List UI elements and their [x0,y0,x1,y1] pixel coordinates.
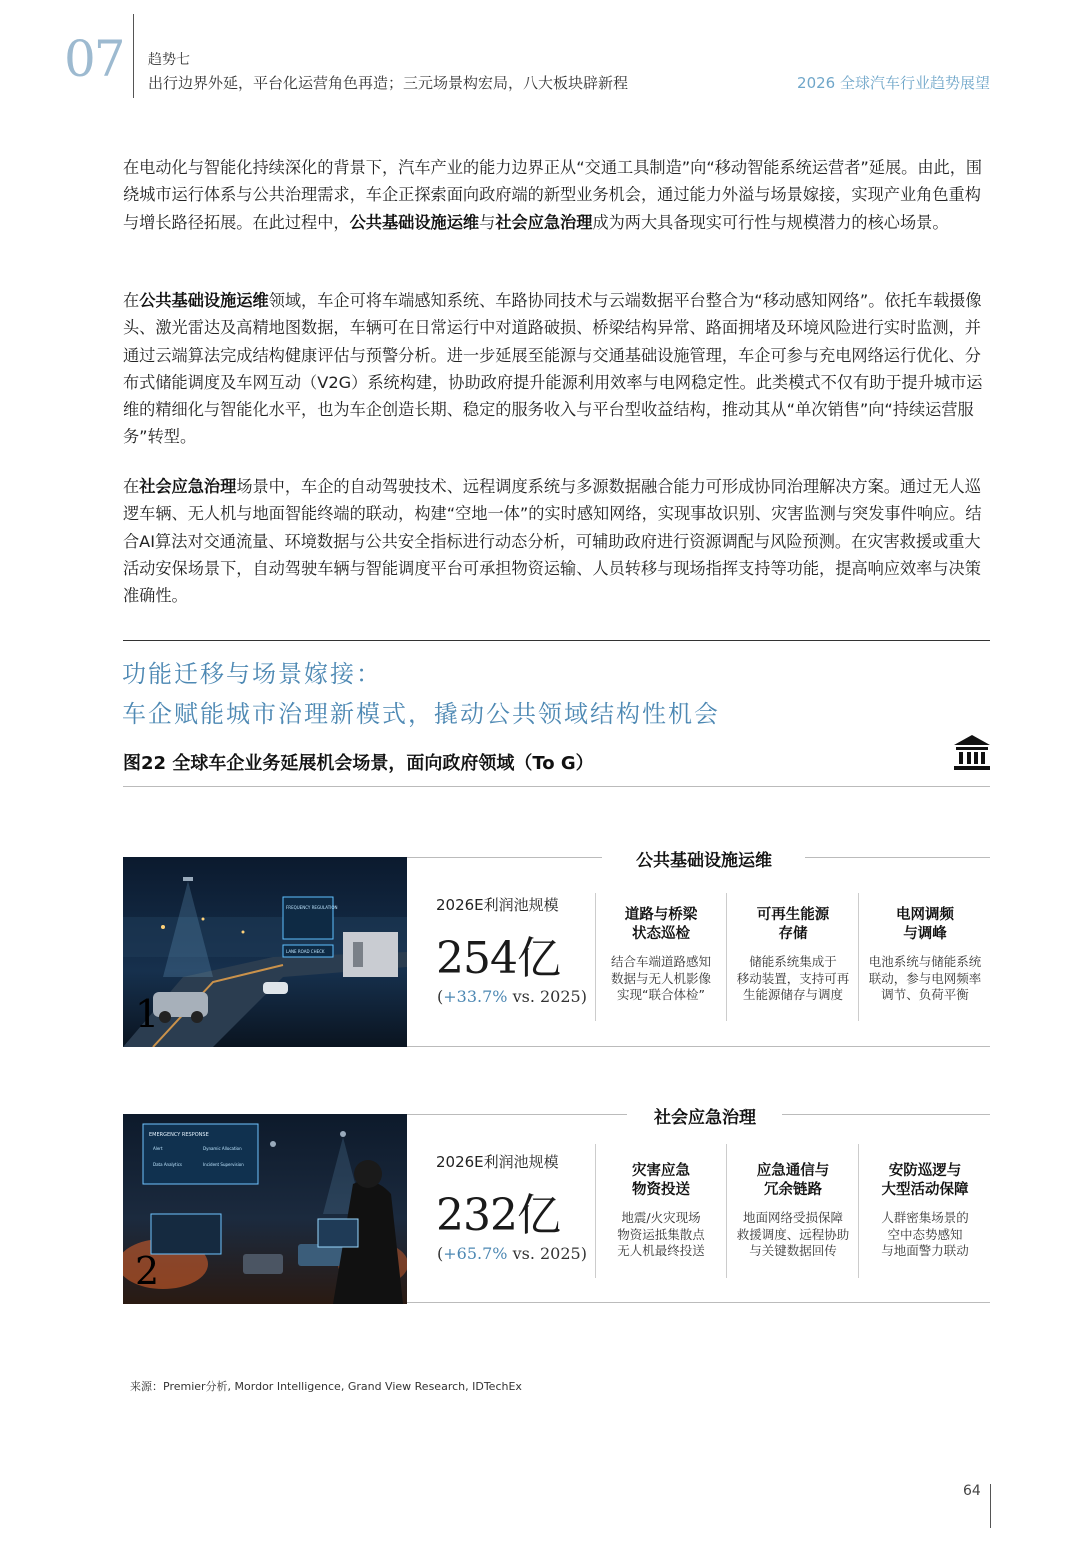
image-text: Dynamic Allocation [203,1146,242,1151]
opportunity-title: 灾害应急 物资投送 [632,1163,690,1198]
profit-pool-label: 2026E利润池规模 [436,896,559,914]
profit-pool-value: 254亿 [436,933,560,984]
scene-number: 1 [135,992,160,1036]
category-title: 社会应急治理 [628,1103,782,1128]
opportunity-description: 储能系统集成于 移动装置，支持可再 生能源储存与调度 [736,954,850,1002]
paragraph-intro [123,154,993,236]
infrastructure-scene-image [123,857,407,1047]
category-rule-left [407,1114,627,1115]
image-text: FREQUENCY REGULATION [286,905,338,910]
text-run: 成为两大具备现实可行性与规模潜力的核心场景。 [592,212,949,232]
profit-pool-value: 232亿 [436,1190,560,1241]
card-bottom-rule [407,1046,990,1047]
page-number: 64 [963,1483,981,1499]
profit-pool-label: 2026E利润池规模 [436,1153,559,1171]
opportunity-title: 可再生能源 存储 [756,907,830,942]
government-building-icon [952,733,992,771]
opportunity-column [597,906,725,1004]
text-run: 在 [123,291,140,310]
column-divider [858,893,859,1021]
growth-percent: +65.7% [443,1244,508,1263]
opportunity-description: 地震/火灾现场 物资运抵集散点 无人机最终投送 [617,1210,705,1258]
opportunity-title: 道路与桥梁 状态巡检 [624,907,698,942]
category-title: 公共基础设施运维 [604,846,804,871]
slogan-line-2: 车企赋能城市治理新模式，撬动公共领域结构性机会 [122,700,720,728]
opportunity-title: 应急通信与 冗余链路 [756,1163,830,1198]
category-rule-left [407,857,602,858]
growth-rate: (+65.7% vs. 2025) [437,1244,587,1263]
opportunity-description: 人群密集场景的 空中态势感知 与地面警力联动 [881,1210,969,1258]
source-note: 来源：Premier分析, Mordor Intelligence, Grand View Research, IDTechEx [130,1380,522,1393]
column-divider [726,893,727,1021]
emergency-scene-image [123,1114,407,1304]
chapter-label: 趋势七 [148,52,190,68]
bold-term: 公共基础设施运维 [349,212,480,232]
column-divider [726,1144,727,1278]
opportunity-description: 结合车端道路感知 数据与无人机影像 实现“联合体检” [610,954,711,1002]
column-divider [595,893,596,1021]
slogan-line-1: 功能迁移与场景嫁接： [122,660,382,688]
image-text: LANE ROAD CHECK [286,949,325,954]
text-run: 在电动化与智能化持续深化的背景下，汽车产业的能力边界正从“交通工具制造”向“移动智能系统运营者”延展。由此，围绕城市运行体系与公共治理需求，车企正探索面向政府端的新型业务机会，通过能力外溢与场景嫁接，实现产业角色重构与增长路径拓展。在此过程中， [123,158,983,232]
category-rule-right [782,1114,990,1115]
image-text: Incident Supervision [203,1162,244,1167]
bold-term: 社会应急治理 [139,477,237,496]
growth-percent: +33.7% [443,987,508,1006]
image-text: Data Analytics [153,1162,182,1167]
text-run: 场景中，车企的自动驾驶技术、远程调度系统与多源数据融合能力可形成协同治理解决方案。通过无人巡逻车辆、无人机与地面智能终端的联动，构建“空地一体”的实时感知网络，实现事故识别、灾害监测与突发事件响应。结合AI算法对交通流量、环境数据与公共安全指标进行动态分析，可辅助政府进行资源调配与风险预测。在灾害救援或重大活动安保场景下，自动驾驶车辆与智能调度平台可承担物资运输、人员转移与现场指挥支持等功能，提高响应效率与决策准确性。 [123,477,982,606]
category-rule-right [805,857,990,858]
opportunity-title: 安防巡逻与 大型活动保障 [881,1163,969,1198]
chapter-title: 出行边界外延，平台化运营角色再造；三元场景构宏局，八大板块辟新程 [148,74,629,92]
image-text: EMERGENCY RESPONSE [149,1132,209,1138]
opportunity-column [860,906,990,1004]
card-bottom-rule [407,1302,990,1303]
chapter-number: 07 [64,30,124,88]
paragraph-infrastructure [123,287,993,451]
header-divider [133,14,134,98]
paragraph-emergency [123,473,993,609]
opportunity-column [597,1162,725,1260]
growth-baseline: vs. 2025 [507,987,581,1006]
bold-term: 公共基础设施运维 [139,291,269,310]
section-divider [123,640,990,641]
column-divider [595,1144,596,1278]
report-title: 2026 全球汽车行业趋势展望 [797,74,990,92]
figure-title-underline [123,786,990,787]
bold-term: 社会应急治理 [495,212,593,232]
opportunity-description: 地面网络受损保障 救援调度、远程协助 与关键数据回传 [736,1210,850,1258]
text-run: 在 [123,477,140,496]
opportunity-column [728,1162,858,1260]
opportunity-title: 电网调频 与调峰 [896,907,954,942]
scene-number: 2 [135,1249,160,1293]
text-run: 领域，车企可将车端感知系统、车路协同技术与云端数据平台整合为“移动感知网络”。依托车载摄像头、激光雷达及高精地图数据，车辆可在日常运行中对道路破损、桥梁结构异常、路面拥堵及环境风险进行实时监测，并通过云端算法完成结构健康评估与预警分析。进一步延展至能源与交通基础设施管理，车企可参与充电网络运行优化、分布式储能调度及车网互动（V2G）系统构建，协助政府提升能源利用效率与电网稳定性。此类模式不仅有助于提升城市运维的精细化与智能化水平，也为车企创造长期、稳定的服务收入与平台型收益结构，推动其从“单次销售”向“持续运营服务”转型。 [123,291,983,447]
figure-title: 图22 全球车企业务延展机会场景，面向政府领域（To G） [123,753,594,774]
image-text: Alert [153,1146,163,1151]
growth-rate: (+33.7% vs. 2025) [437,987,587,1006]
text-run: 与 [479,212,496,232]
column-divider [858,1144,859,1278]
growth-baseline: vs. 2025 [507,1244,581,1263]
page-number-rule [990,1484,991,1528]
opportunity-column [728,906,858,1004]
opportunity-column [860,1162,990,1260]
opportunity-description: 电池系统与储能系统 联动，参与电网频率 调节、负荷平衡 [868,954,982,1002]
